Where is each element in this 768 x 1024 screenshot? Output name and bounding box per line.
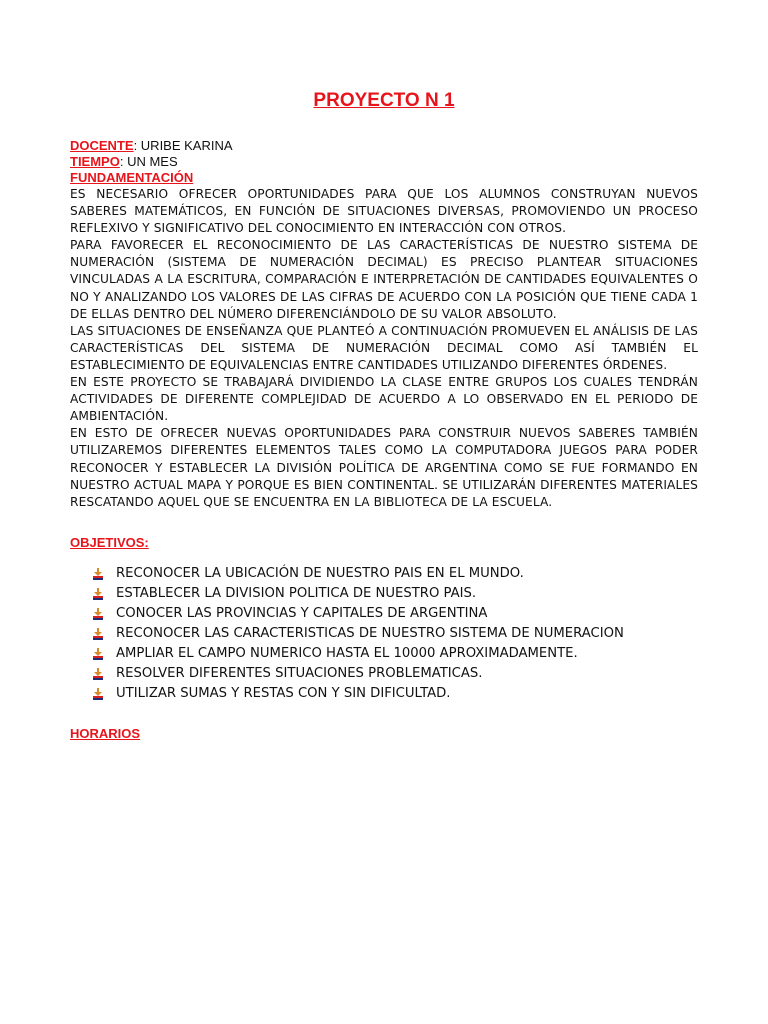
horarios-heading [70,726,698,742]
down-arrow-bullet-icon [92,568,104,580]
list-item [92,624,698,644]
down-arrow-bullet-icon [92,628,104,640]
objetivos-list [70,564,698,704]
document-page [70,88,698,755]
objetivo-text: RECONOCER LAS CARACTERISTICAS DE NUESTRO SISTEMA DE NUMERACION [116,625,624,641]
paragraph: PARA FAVORECER EL RECONOCIMIENTO DE LAS CARACTERÍSTICAS DE NUESTRO SISTEMA DE NUMERACIÓN (SISTEMA DE NUMERACIÓN DECIMAL) ES PRECISO PLANTEAR SITUACIONES VINCULADAS A LA ESCRITURA, COMPARACIÓN E INTERPRETACIÓN DE CANTIDADES EQUIVALENTES O NO Y ANALIZANDO LOS VALORES DE LAS CIFRAS DE ACUERDO CON LA POSICIÓN QUE TIENE CADA 1 DE ELLAS DENTRO DEL NÚMERO DIFERENCIÁNDOLO DE SU VALOR ABSOLUTO. [70,238,698,321]
objetivos-label: OBJETIVOS: [70,534,149,550]
docente-line [70,138,698,154]
down-arrow-bullet-icon [92,688,104,700]
down-arrow-bullet-icon [92,588,104,600]
list-item [92,604,698,624]
objetivo-text: UTILIZAR SUMAS Y RESTAS CON Y SIN DIFICULTAD. [116,685,451,701]
list-item [92,564,698,584]
objetivo-text: ESTABLECER LA DIVISION POLITICA DE NUESTRO PAIS. [116,585,477,601]
paragraph: EN ESTO DE OFRECER NUEVAS OPORTUNIDADES PARA CONSTRUIR NUEVOS SABERES TAMBIÉN UTILIZAREMOS DIFERENTES ELEMENTOS TALES COMO LA COMPUTADORA JUEGOS PARA PODER RECONOCER Y ESTABLECER LA DIVISIÓN POLÍTICA DE ARGENTINA COMO SE FUE FORMANDO EN NUESTRO ACTUAL MAPA Y PORQUE ES BIEN CONTINENTAL. SE UTILIZARÁN DIFERENTES MATERIALES RESCATANDO AQUEL QUE SE ENCUENTRA EN LA BIBLIOTECA DE LA ESCUELA. [70,426,698,509]
list-item [92,584,698,604]
down-arrow-bullet-icon [92,668,104,680]
horarios-label: HORARIOS [70,725,141,741]
objetivo-text: RESOLVER DIFERENTES SITUACIONES PROBLEMATICAS. [116,665,483,681]
docente-value: : URIBE KARINA [133,138,233,153]
paragraph: ES NECESARIO OFRECER OPORTUNIDADES PARA QUE LOS ALUMNOS CONSTRUYAN NUEVOS SABERES MATEMÁTICOS, EN FUNCIÓN DE SITUACIONES DIVERSAS, PROMOVIENDO UN PROCESO REFLEXIVO Y SIGNIFICATIVO DEL CONOCIMIENTO EN INTERACCIÓN CON OTROS. [70,187,698,236]
tiempo-label: TIEMPO [70,154,120,169]
fundamentacion-heading [70,170,698,186]
fundamentacion-body [70,186,698,511]
docente-label: DOCENTE [70,138,134,153]
objetivos-heading [70,535,698,551]
list-item [92,644,698,664]
list-item [92,664,698,684]
tiempo-line [70,154,698,170]
paragraph: EN ESTE PROYECTO SE TRABAJARÁ DIVIDIENDO LA CLASE ENTRE GRUPOS LOS CUALES TENDRÁN ACTIVIDADES DE DIFERENTE COMPLEJIDAD DE ACUERDO A LO OBSERVADO EN EL PERIODO DE AMBIENTACIÓN. [70,375,698,424]
list-item [92,684,698,704]
paragraph: LAS SITUACIONES DE ENSEÑANZA QUE PLANTEÓ A CONTINUACIÓN PROMUEVEN EL ANÁLISIS DE LAS CARACTERÍSTICAS DEL SISTEMA DE NUMERACIÓN DECIMAL COMO ASÍ TAMBIÉN EL ESTABLECIMIENTO DE EQUIVALENCIAS ENTRE CANTIDADES UTILIZANDO DIFERENTES ÓRDENES. [70,323,698,372]
down-arrow-bullet-icon [92,608,104,620]
page-title: PROYECTO N 1 [313,90,455,111]
objetivo-text: CONOCER LAS PROVINCIAS Y CAPITALES DE ARGENTINA [116,605,488,621]
objetivo-text: RECONOCER LA UBICACIÓN DE NUESTRO PAIS EN EL MUNDO. [116,565,524,581]
objetivo-text: AMPLIAR EL CAMPO NUMERICO HASTA EL 10000 APROXIMADAMENTE. [116,645,578,661]
fundamentacion-label: FUNDAMENTACIÓN [70,170,194,185]
down-arrow-bullet-icon [92,648,104,660]
tiempo-value: : UN MES [119,154,178,169]
